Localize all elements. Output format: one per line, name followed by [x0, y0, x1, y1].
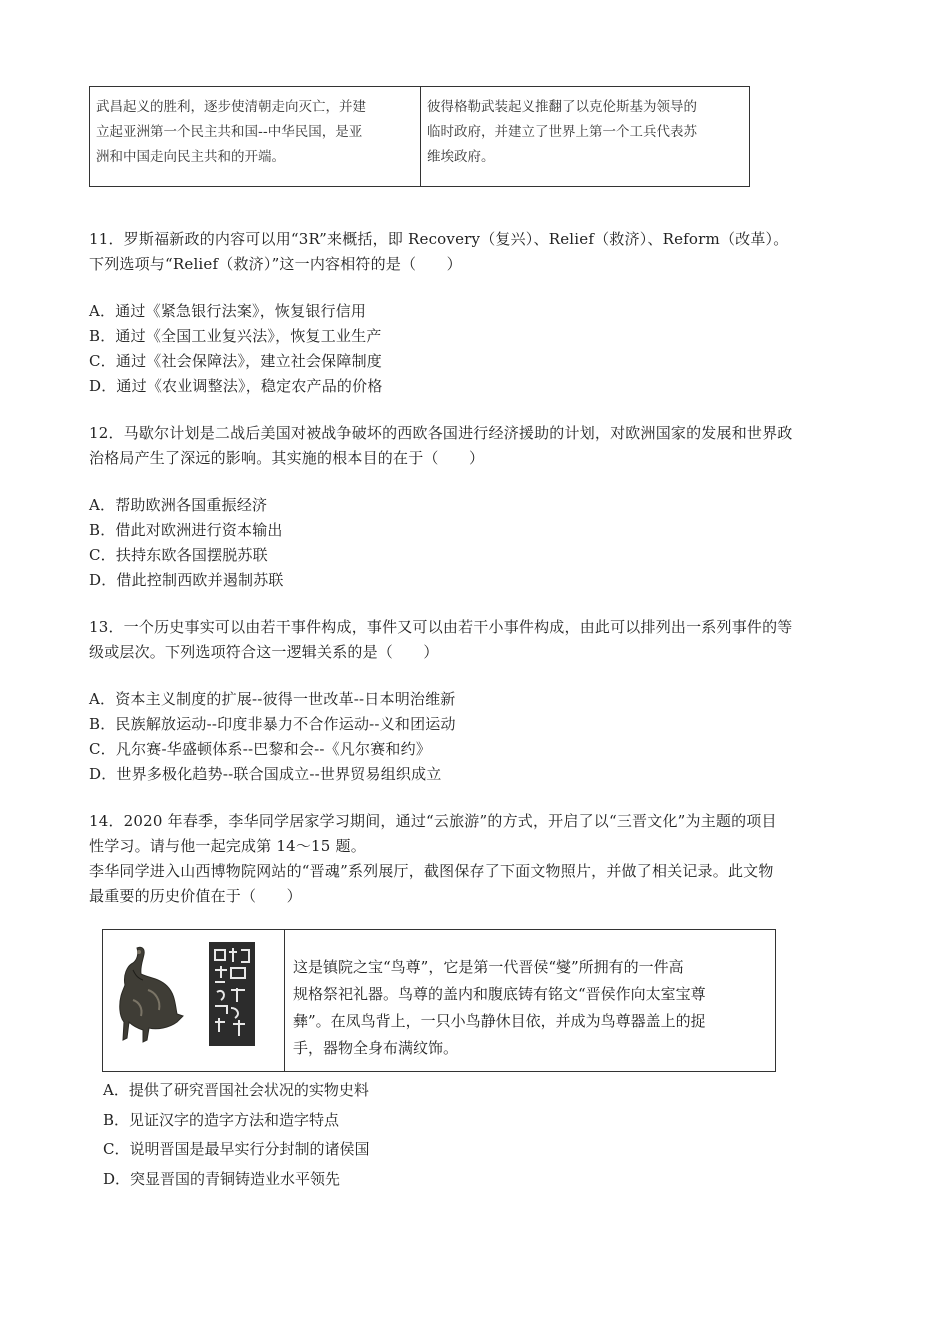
question-stem: 14．2020 年春季，李华同学居家学习期间，通过“云旅游”的方式，开启了以“三晋文化”为主题的项目: [89, 812, 777, 830]
bird-vessel-icon: [120, 947, 183, 1042]
cell-line: 立起亚洲第一个民主共和国--中华民国，是亚: [96, 124, 363, 140]
cell-line: 临时政府，并建立了世界上第一个工兵代表苏: [427, 124, 697, 140]
comparison-table: [89, 86, 750, 187]
cell-line: 维埃政府。: [427, 149, 495, 165]
question-14: [89, 809, 864, 909]
description-line: 彝”。在凤鸟背上，一只小鸟静休目依，并成为鸟尊器盖上的捉: [293, 1012, 706, 1030]
question-stem: 李华同学进入山西博物院网站的“晋魂”系列展厅，截图保存了下面文物照片，并做了相关记录。此文物: [89, 862, 774, 880]
option-b: B．民族解放运动--印度非暴力不合作运动--义和团运动: [89, 715, 456, 733]
description-line: 手，器物全身布满纹饰。: [293, 1039, 459, 1057]
option-c: C．凡尔赛-华盛顿体系--巴黎和会--《凡尔赛和约》: [89, 740, 432, 758]
option-c: C．通过《社会保障法》，建立社会保障制度: [89, 352, 382, 370]
table-cell-petrograd: [421, 87, 749, 186]
description-line: 规格祭祀礼器。鸟尊的盖内和腹底铸有铭文“晋侯作向太室宝尊: [293, 985, 706, 1003]
cell-line: 洲和中国走向民主共和的开端。: [96, 149, 285, 165]
question-14-options: [103, 1076, 803, 1194]
question-stem: 性学习。请与他一起完成第 14～15 题。: [89, 837, 366, 855]
option-a: A．通过《紧急银行法案》，恢复银行信用: [89, 302, 367, 320]
option-b: B．见证汉字的造字方法和造字特点: [103, 1110, 340, 1129]
option-a: A．提供了研究晋国社会状况的实物史料: [103, 1081, 369, 1099]
question-stem: 下列选项与“Relief（救济）”这一内容相符的是（ ）: [89, 255, 462, 273]
option-d: D．通过《农业调整法》，稳定农产品的价格: [89, 377, 383, 395]
question-11: [89, 227, 864, 399]
option-c: C．扶持东欧各国摆脱苏联: [89, 546, 268, 564]
option-a: A．帮助欧洲各国重振经济: [89, 496, 268, 514]
artifact-description: [285, 930, 775, 1071]
question-stem: 13．一个历史事实可以由若干事件构成，事件又可以由若干小事件构成，由此可以排列出一系列事件的等: [89, 618, 793, 636]
question-stem: 12．马歇尔计划是二战后美国对被战争破坏的西欧各国进行经济援助的计划，对欧洲国家的发展和世界政: [89, 424, 793, 442]
table-cell-wuchang: [90, 87, 421, 186]
question-12: [89, 421, 864, 593]
option-d: D．借此控制西欧并遏制苏联: [89, 571, 284, 589]
option-b: B．借此对欧洲进行资本输出: [89, 521, 283, 539]
question-stem: 治格局产生了深远的影响。其实施的根本目的在于（ ）: [89, 449, 485, 467]
option-a: A．资本主义制度的扩展--彼得一世改革--日本明治维新: [89, 690, 456, 708]
question-stem: 11．罗斯福新政的内容可以用“3R”来概括，即 Recovery（复兴）、Relief（救济）、Reform（改革）。: [89, 230, 789, 248]
option-b: B．通过《全国工业复兴法》，恢复工业生产: [89, 327, 382, 345]
artifact-photo: [103, 930, 285, 1071]
inscription-rubbing-icon: [209, 942, 255, 1046]
option-c: C．说明晋国是最早实行分封制的诸侯国: [103, 1140, 370, 1158]
bird-zun-image: [103, 930, 284, 1071]
question-stem: 级或层次。下列选项符合这一逻辑关系的是（ ）: [89, 643, 439, 661]
cell-line: 武昌起义的胜利，逐步使清朝走向灭亡，并建: [96, 99, 366, 115]
option-d: D．突显晋国的青铜铸造业水平领先: [103, 1169, 341, 1188]
artifact-table: [102, 929, 776, 1072]
description-line: 这是镇院之宝“鸟尊”，它是第一代晋侯“燮”所拥有的一件高: [293, 958, 684, 976]
question-13: [89, 615, 864, 787]
option-d: D．世界多极化趋势--联合国成立--世界贸易组织成立: [89, 765, 442, 783]
cell-line: 彼得格勒武装起义推翻了以克伦斯基为领导的: [427, 99, 697, 115]
question-stem: 最重要的历史价值在于（ ）: [89, 887, 302, 905]
